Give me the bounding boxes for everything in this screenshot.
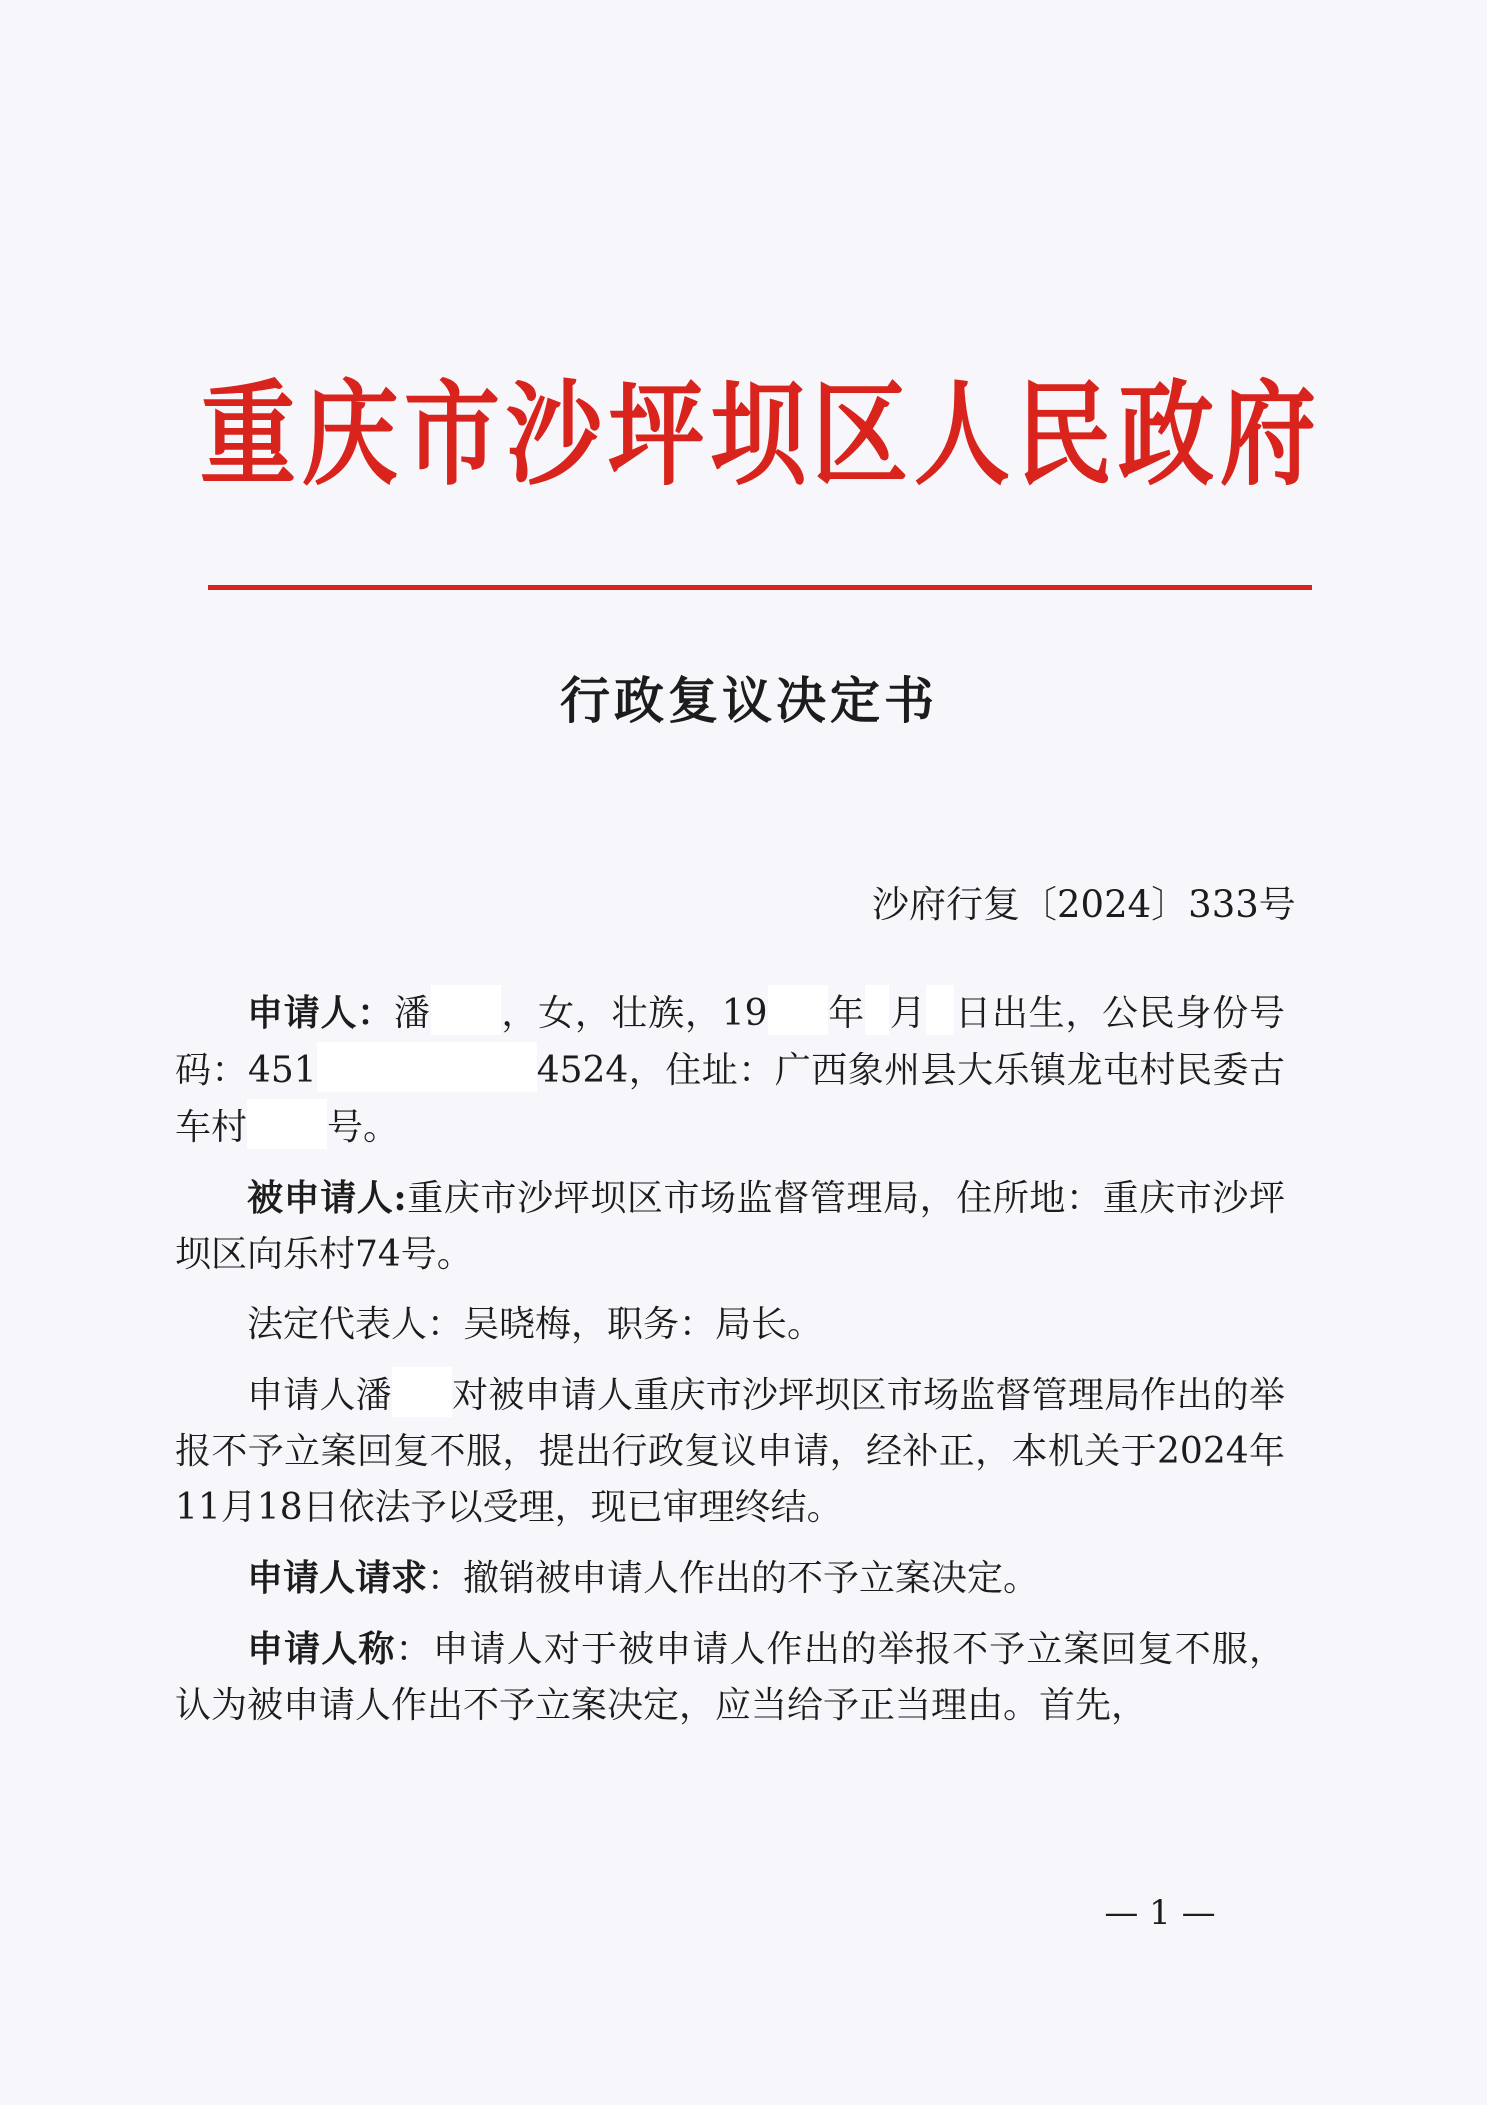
intro-paragraph bbox=[175, 1367, 1285, 1536]
page-number: — 1 — bbox=[1104, 1893, 1216, 1933]
request-paragraph bbox=[175, 1550, 1285, 1607]
document-body bbox=[175, 985, 1285, 1748]
redaction-box bbox=[865, 985, 889, 1035]
redaction-box bbox=[768, 985, 828, 1035]
applicant-birth-month-unit: 月 bbox=[888, 993, 927, 1034]
redaction-box bbox=[392, 1367, 452, 1417]
claim-paragraph bbox=[175, 1621, 1285, 1734]
applicant-surname: 潘 bbox=[393, 993, 431, 1034]
applicant-label: 申请人： bbox=[247, 992, 394, 1034]
applicant-address-end: 号。 bbox=[327, 1107, 400, 1148]
applicant-id-prefix: 日出生，公民身份号码：451 bbox=[175, 993, 1285, 1091]
applicant-paragraph bbox=[175, 985, 1285, 1156]
respondent-label: 被申请人: bbox=[247, 1177, 407, 1219]
claim-text: ：申请人对于被申请人作出的举报不予立案回复不服，认为被申请人作出不予立案决定，应当给予正当理由。首先， bbox=[175, 1629, 1285, 1726]
redaction-box bbox=[926, 985, 954, 1035]
intro-text-start: 申请人潘 bbox=[247, 1375, 392, 1416]
intro-text-rest: 对被申请人重庆市沙坪坝区市场监督管理局作出的举报不予立案回复不服，提出行政复议申请，经补正，本机关于2024年11月18日依法予以受理，现已审理终结。 bbox=[175, 1375, 1285, 1528]
issuing-authority-header: 重庆市沙坪坝区人民政府 bbox=[200, 367, 1322, 502]
respondent-text: 重庆市沙坪坝区市场监督管理局，住所地：重庆市沙坪坝区向乐村74号。 bbox=[175, 1178, 1285, 1275]
document-title: 行政复议决定书 bbox=[560, 671, 938, 730]
red-divider-line bbox=[208, 585, 1312, 590]
respondent-paragraph bbox=[175, 1170, 1285, 1283]
claim-label: 申请人称 bbox=[247, 1628, 396, 1670]
applicant-sex-ethnicity: ，女，壮族，19 bbox=[500, 993, 768, 1034]
applicant-address: 4524，住址：广西象州县大乐镇龙屯村民委古车村 bbox=[175, 1050, 1285, 1148]
request-label: 申请人请求 bbox=[247, 1557, 428, 1599]
redaction-box bbox=[317, 1042, 537, 1092]
applicant-birth-year-unit: 年 bbox=[827, 993, 865, 1034]
document-number: 沙府行复〔2024〕333号 bbox=[872, 883, 1296, 926]
request-text: ：撤销被申请人作出的不予立案决定。 bbox=[427, 1558, 1040, 1599]
representative-text: 法定代表人：吴晓梅，职务：局长。 bbox=[247, 1304, 824, 1345]
redaction-box bbox=[431, 985, 501, 1035]
redaction-box bbox=[247, 1099, 327, 1149]
representative-paragraph bbox=[175, 1297, 1285, 1353]
